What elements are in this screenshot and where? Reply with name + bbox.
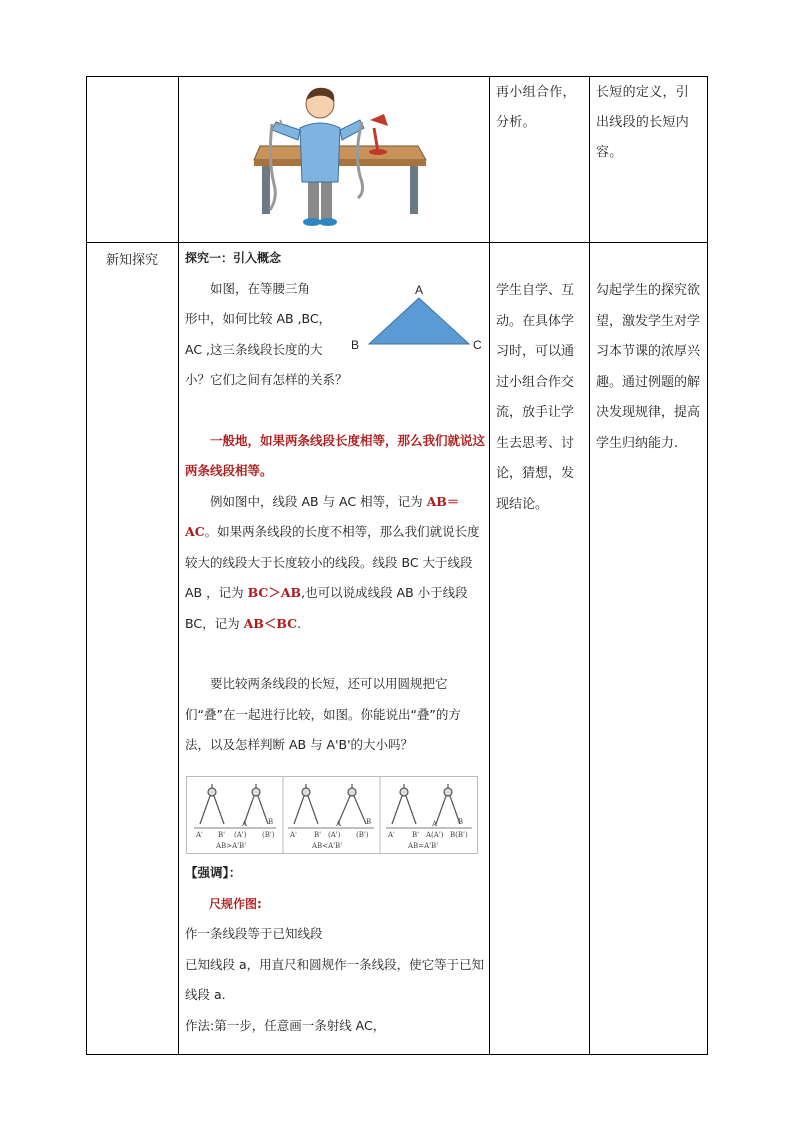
emphasis-label: 【强调】： xyxy=(185,865,242,880)
table-col-divider-2 xyxy=(489,76,490,1055)
definition-text: 一般地，如果两条线段长度相等，那么我们就说这两条线段相等。 xyxy=(185,432,486,478)
caption-less: AB<A'B' xyxy=(312,842,343,850)
table-col-divider-1 xyxy=(178,76,179,1055)
boy-with-ropes-illustration xyxy=(250,80,430,232)
p3-label-b-paren: B(B') xyxy=(450,831,468,839)
table-border-bottom xyxy=(86,1054,708,1055)
top-student-activity: 再小组合作， 分析。 xyxy=(496,85,576,130)
p2-label-b-paren: (B') xyxy=(356,831,369,839)
table-border-left xyxy=(86,76,87,1055)
intro-last-line: 小？它们之间有怎样的关系？ xyxy=(185,372,348,387)
triangle-label-a: A xyxy=(415,283,424,297)
example-paragraph: 例如图中，线段 AB 与 AC 相等，记为 AB＝AC。如果两条线段的长度不相等，那么我们就说长度较大的线段大于长度较小的线段。线段 BC 大于线段 AB ，记为 BC＞AB,也可以说成线段 AB 小于线段 BC，记为 AB＜BC. xyxy=(185,493,480,631)
p3-label-a-paren: A(A') xyxy=(426,831,444,839)
triangle-label-b: B xyxy=(351,338,360,352)
less-notation: AB＜BC xyxy=(243,615,298,631)
caption-equal: AB=A'B' xyxy=(408,842,439,850)
intro-paragraph: 如图，在等腰三角 形中，如何比较 AB ,BC， AC ,这三条线段长度的大 xyxy=(185,280,332,357)
p1-label-a-paren: (A') xyxy=(234,831,247,839)
table-border-right xyxy=(707,76,708,1055)
construction-line-2: 已知线段 a，用直尺和圆规作一条线段，使它等于已知线段 a. xyxy=(185,956,485,1002)
construction-title: 尺规作图: xyxy=(209,896,262,911)
equal-notation: AB＝AC xyxy=(185,493,460,539)
table-border-top xyxy=(86,76,708,77)
p3-label-b: B xyxy=(458,818,464,826)
p1-label-a: A xyxy=(242,820,248,828)
isosceles-triangle-figure xyxy=(345,282,485,354)
construction-section xyxy=(185,858,485,1041)
construction-line-1: 作一条线段等于已知线段 xyxy=(185,926,323,941)
p1-label-a-prime: A' xyxy=(196,831,203,839)
p2-label-a-prime: A' xyxy=(290,831,297,839)
compass-question: 要比较两条线段的长短，还可以用圆规把它们“叠”在一起进行比较，如图。你能说出“叠”的方法，以及怎样判断 AB 与 A'B'的大小吗？ xyxy=(185,676,461,752)
compass-comparison-figure xyxy=(186,776,478,854)
p3-label-a-prime: A' xyxy=(388,831,395,839)
p1-label-b: B xyxy=(268,818,274,826)
greater-notation: BC＞AB xyxy=(247,585,302,600)
student-activity: 学生自学、互动。在具体学习时，可以通过小组合作交流，放手让学生去思考、讨论，猜想，发现结论。 xyxy=(496,283,575,512)
p2-label-a-paren: (A') xyxy=(328,831,341,839)
p2-label-b-prime: B' xyxy=(314,831,322,839)
p1-label-b-prime: B' xyxy=(218,831,226,839)
p3-label-a: A xyxy=(432,820,438,828)
design-intent: 勾起学生的探究欲望，激发学生对学习本节课的浓厚兴趣。通过例题的解决发现规律，提高学生归纳能力. xyxy=(596,283,701,451)
p2-label-a: A xyxy=(336,820,342,828)
table-col-divider-3 xyxy=(589,76,590,1055)
p2-label-b: B xyxy=(366,818,372,826)
section-heading: 探究一：引入概念 xyxy=(185,251,282,265)
triangle-label-c: C xyxy=(473,338,482,352)
phase-label: 新知探究 xyxy=(105,253,158,268)
top-design-intent: 长短的定义，引 出线段的长短内 容。 xyxy=(596,85,690,160)
p3-label-b-prime: B' xyxy=(412,831,420,839)
p1-label-b-paren: (B') xyxy=(262,831,275,839)
construction-line-3: 作法:第一步，任意画一条射线 AC， xyxy=(185,1017,386,1033)
caption-greater: AB>A'B' xyxy=(216,842,247,850)
